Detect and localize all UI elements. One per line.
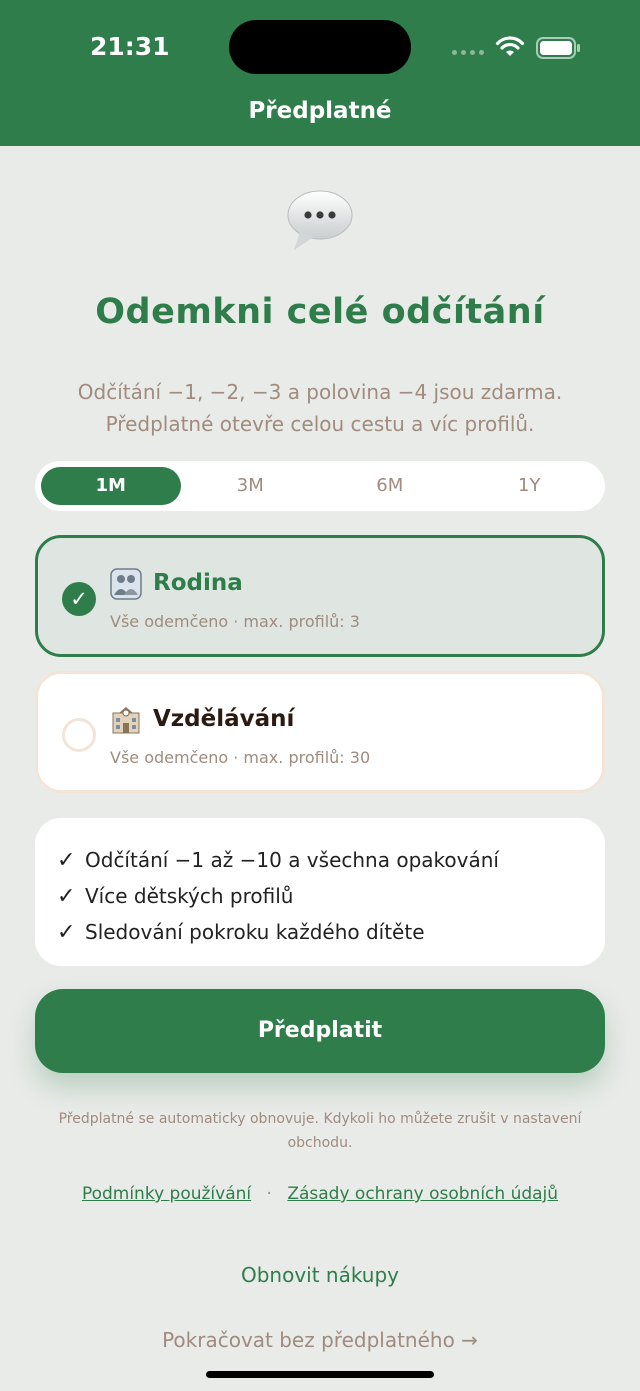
legal-links xyxy=(0,1184,640,1204)
battery-icon xyxy=(536,37,582,59)
home-indicator xyxy=(206,1371,434,1378)
checkmark-icon: ✓ xyxy=(57,847,76,873)
continue-without-subscription-button[interactable]: Pokračovat bez předplatného → xyxy=(162,1328,478,1352)
plan-card-vzdelavani[interactable] xyxy=(35,671,605,793)
plan-name: Rodina xyxy=(153,570,243,596)
cellular-signal-icon xyxy=(452,50,484,55)
wifi-icon xyxy=(495,36,525,58)
subtitle-line-2: Předplatné otevře celou cestu a víc profilů. xyxy=(105,412,535,436)
period-option-1m[interactable]: 1M xyxy=(41,467,181,505)
period-option-1y[interactable]: 1Y xyxy=(518,475,541,496)
school-icon xyxy=(110,704,142,736)
feature-list xyxy=(35,818,605,966)
page-title: Odemkni celé odčítání xyxy=(95,292,545,332)
terms-link[interactable]: Podmínky používání xyxy=(81,1184,252,1204)
plan-description: Vše odemčeno · max. profilů: 3 xyxy=(110,612,360,631)
feature-item xyxy=(57,878,605,914)
plan-card-rodina[interactable] xyxy=(35,535,605,657)
link-separator: · xyxy=(266,1184,272,1204)
speech-bubble-icon xyxy=(286,188,354,252)
plan-description: Vše odemčeno · max. profilů: 30 xyxy=(110,748,371,767)
radio-checked[interactable]: ✓ xyxy=(62,582,96,616)
nav-title: Předplatné xyxy=(248,98,392,124)
fine-print: Předplatné se automaticky obnovuje. Kdykoli ho můžete zrušit v nastavení obchodu. xyxy=(58,1111,582,1151)
period-option-6m[interactable]: 6M xyxy=(376,475,404,496)
feature-text: Odčítání −1 až −10 a všechna opakování xyxy=(85,848,499,872)
period-selector xyxy=(35,461,605,511)
family-icon xyxy=(110,568,142,600)
checkmark-icon: ✓ xyxy=(57,883,76,909)
feature-item xyxy=(57,914,605,950)
subscribe-button[interactable]: Předplatit xyxy=(35,989,605,1073)
header xyxy=(0,0,640,146)
feature-text: Sledování pokroku každého dítěte xyxy=(85,920,425,944)
restore-purchases-button[interactable]: Obnovit nákupy xyxy=(240,1263,400,1287)
feature-item xyxy=(57,842,605,878)
checkmark-icon: ✓ xyxy=(57,919,76,945)
dynamic-island xyxy=(229,20,411,74)
plan-name: Vzdělávání xyxy=(153,706,295,732)
period-option-3m[interactable]: 3M xyxy=(236,475,264,496)
radio-unchecked[interactable] xyxy=(62,718,96,752)
feature-text: Více dětských profilů xyxy=(85,884,294,908)
privacy-link[interactable]: Zásady ochrany osobních údajů xyxy=(287,1184,559,1204)
status-time: 21:31 xyxy=(90,32,170,61)
subtitle xyxy=(40,376,600,440)
subtitle-line-1: Odčítání −1, −2, −3 a polovina −4 jsou zdarma. xyxy=(77,380,563,404)
